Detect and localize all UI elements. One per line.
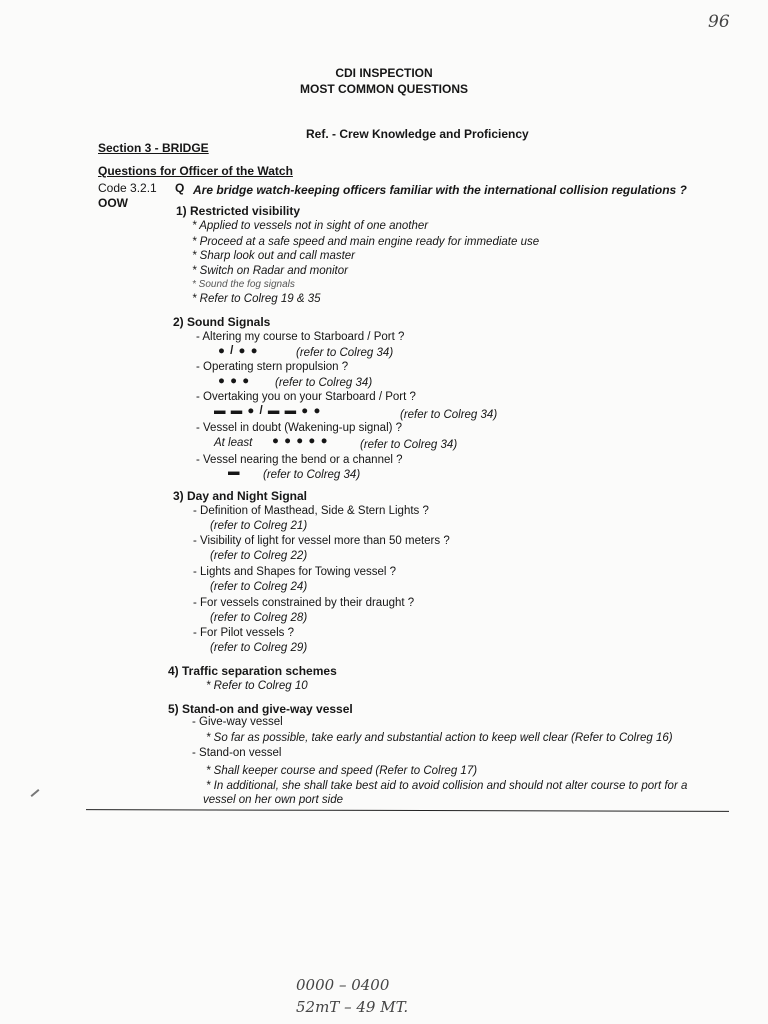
day-night-ref: (refer to Colreg 28) [210,612,308,624]
page-number: 96 [708,12,730,32]
stand-on-point: * Shall keeper course and speed (Refer to Colreg 17) [206,765,478,777]
section-divider [86,809,729,812]
handwritten-tonnage: 52mT – 49 MT. [296,998,409,1016]
sound-signals-heading: 2) Sound Signals [173,315,271,329]
questions-heading: Questions for Officer of the Watch [98,164,293,178]
day-night-item: - For Pilot vessels ? [193,627,294,639]
give-way-label: - Give-way vessel [192,716,283,728]
question-marker: Q [175,181,185,195]
question-role: OOW [98,196,128,210]
restricted-visibility-heading: 1) Restricted visibility [176,204,301,218]
stand-on-point-continued: vessel on her own port side [203,794,343,806]
stand-on-point: * In additional, she shall take best aid to avoid collision and should not alter course to port for a [206,780,688,792]
day-night-ref: (refer to Colreg 21) [210,520,308,532]
question-code: Code 3.2.1 [98,181,157,195]
sound-signal-pattern: ▬ [228,466,241,478]
sound-signal-ref: (refer to Colreg 34) [263,469,361,481]
sound-signal-pattern: ● ● ● ● ● [272,435,329,447]
day-night-item: - For vessels constrained by their draught ? [193,597,415,609]
document-title: CDI INSPECTION [335,66,433,80]
section-title: Section 3 - BRIDGE [98,141,209,155]
sound-signal-pattern: ● / ● ● [218,345,259,357]
question-text: Are bridge watch-keeping officers familiar with the international collision regulations ? [193,183,687,197]
restricted-visibility-point: * Sharp look out and call master [192,250,356,262]
sound-signal-ref: (refer to Colreg 34) [400,409,498,421]
stand-on-heading: 5) Stand-on and give-way vessel [168,702,353,716]
sound-signal-item: - Vessel nearing the bend or a channel ? [196,454,403,466]
handwritten-time-range: 0000 – 0400 [296,976,390,994]
restricted-visibility-point: * Sound the fog signals [192,279,295,290]
stand-on-label: - Stand-on vessel [192,747,282,759]
day-night-ref: (refer to Colreg 24) [210,581,308,593]
restricted-visibility-point: * Refer to Colreg 19 & 35 [192,293,321,305]
day-night-item: - Definition of Masthead, Side & Stern Lights ? [193,505,429,517]
scan-mark [31,789,40,797]
sound-signal-ref: (refer to Colreg 34) [296,347,394,359]
day-night-item: - Visibility of light for vessel more than 50 meters ? [193,535,450,547]
restricted-visibility-point: * Switch on Radar and monitor [192,265,348,277]
sound-signal-pattern: ● ● ● [218,375,251,387]
sound-signal-item: - Altering my course to Starboard / Port ? [196,331,405,343]
day-night-ref: (refer to Colreg 22) [210,550,308,562]
sound-signal-item: - Vessel in doubt (Wakening-up signal) ? [196,422,403,434]
restricted-visibility-point: * Applied to vessels not in sight of one another [192,220,429,232]
sound-signal-prefix: At least [214,437,253,449]
reference-line: Ref. - Crew Knowledge and Proficiency [306,127,529,141]
restricted-visibility-point: * Proceed at a safe speed and main engine ready for immediate use [192,236,540,248]
sound-signal-item: - Overtaking you on your Starboard / Port ? [196,391,416,403]
give-way-point: * So far as possible, take early and substantial action to keep well clear (Refer to Colreg 16) [206,732,673,744]
sound-signal-item: - Operating stern propulsion ? [196,361,349,373]
traffic-point: * Refer to Colreg 10 [206,680,308,692]
sound-signal-pattern: ▬ ▬ ● / ▬ ▬ ● ● [214,405,322,417]
document-subtitle: MOST COMMON QUESTIONS [300,82,468,96]
traffic-heading: 4) Traffic separation schemes [168,664,337,678]
day-night-item: - Lights and Shapes for Towing vessel ? [193,566,397,578]
sound-signal-ref: (refer to Colreg 34) [360,439,458,451]
sound-signal-ref: (refer to Colreg 34) [275,377,373,389]
day-night-heading: 3) Day and Night Signal [173,489,308,503]
day-night-ref: (refer to Colreg 29) [210,642,308,654]
